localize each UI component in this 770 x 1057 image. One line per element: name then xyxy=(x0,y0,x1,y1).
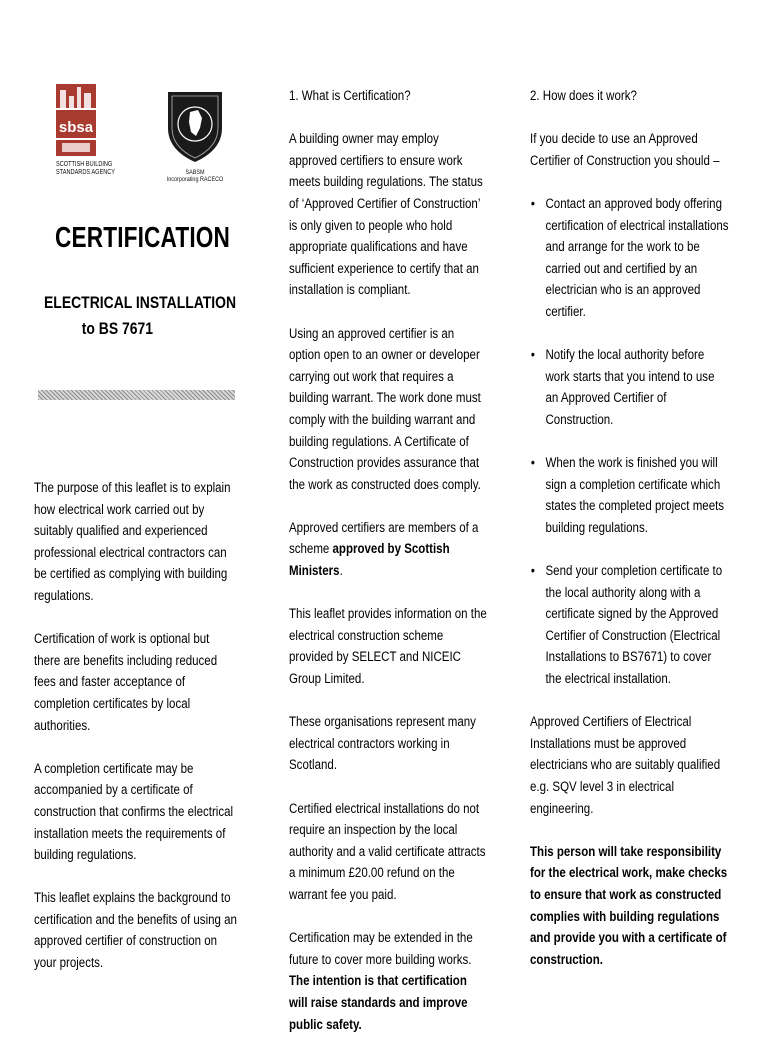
middle-paragraph-4: This leaflet provides information on the electrical construction scheme provided by SELECT and NICEIC Group Limited. xyxy=(289,606,487,687)
right-bold-text: This person will take responsibility for the electrical work, make checks to ensure that work as constructed complies with building regulations and provide you with a certificate of construction. xyxy=(530,843,728,967)
middle-p3-start: Approved certifiers are members of a scheme xyxy=(289,519,479,557)
page-title: CERTIFICATION xyxy=(55,222,231,254)
middle-paragraph-5: These organisations represent many electrical contractors working in Scotland. xyxy=(289,714,476,773)
middle-paragraph-6: Certified electrical installations do not require an inspection by the local authority and a valid certificate attracts a minimum £20.00 refund on the warrant fee you paid. xyxy=(289,800,486,902)
list-item-text: Notify the local authority before work starts that you intend to use an Approved Certifier of Construction. xyxy=(545,347,715,427)
sbsa-line1: SCOTTISH BUILDING xyxy=(56,161,113,168)
page-subtitle xyxy=(44,290,236,342)
what-is-certification-column xyxy=(289,85,489,1057)
section-heading-2: 2. How does it work? xyxy=(530,88,637,103)
section-heading-1: 1. What is Certification? xyxy=(289,88,411,103)
list-item xyxy=(530,344,730,430)
middle-paragraph-1: A building owner may employ approved certifiers to ensure work meets building regulations. The status of ‘Approved Certifier of Construction’ is only given to people who hold appropriate qualifications and have sufficient experience to certify that an installation is compliant. xyxy=(289,131,483,298)
middle-paragraph-2: Using an approved certifier is an option open to an owner or developer carrying out work that requires a building warrant. The work done must comply with the building warrant and building regulations. A Certificate of Construction provides assurance that the work as constructed does comply. xyxy=(289,325,481,492)
bullet-icon: • xyxy=(530,347,535,363)
sabsm-logo xyxy=(160,88,230,192)
list-item-text: When the work is finished you will sign a completion certificate which states the completed project meets building regulations. xyxy=(545,455,725,535)
subtitle-line1: ELECTRICAL INSTALLATION xyxy=(44,293,237,312)
sbsa-logo-mark-icon xyxy=(56,84,96,156)
list-item xyxy=(530,452,730,538)
middle-p7-bold: The intention is that certification will raise standards and improve public safety. xyxy=(289,973,468,1032)
how-does-it-work-column xyxy=(530,85,730,992)
right-paragraph-after: Approved Certifiers of Electrical Installations must be approved electricians who are suitably qualified e.g. SQV level 3 in electrical engineering. xyxy=(530,714,721,816)
sbsa-mark-text: sbsa xyxy=(58,119,94,136)
middle-paragraph-3 xyxy=(289,517,489,582)
subtitle-line2: to BS 7671 xyxy=(81,319,154,338)
intro-column xyxy=(34,477,239,995)
sbsa-logo xyxy=(56,84,116,188)
bullet-icon: • xyxy=(530,455,535,471)
bullet-icon: • xyxy=(530,195,535,211)
bullet-icon: • xyxy=(530,563,535,579)
middle-paragraph-7 xyxy=(289,927,489,1035)
middle-p3-bold: approved by Scottish Ministers xyxy=(289,541,450,579)
steps-list xyxy=(530,193,730,690)
intro-paragraph-2: Certification of work is optional but there are benefits including reduced fees and faster acceptance of completion certificates by local authorities. xyxy=(34,631,218,733)
intro-paragraph-1: The purpose of this leaflet is to explain how electrical work carried out by suitably qualified and experienced professional electrical contractors can be certified as complying with building regulations. xyxy=(34,480,231,603)
right-intro: If you decide to use an Approved Certifier of Construction you should – xyxy=(530,131,720,168)
list-item-text: Send your completion certificate to the local authority along with a certificate signed by the Approved Certifier of Construction (Electrical Installations to BS7671) to cover the electrical installation. xyxy=(545,563,723,687)
intro-paragraph-4: This leaflet explains the background to certification and the benefits of using an approved certifier of construction on your projects. xyxy=(34,890,237,971)
sbsa-line2: STANDARDS AGENCY xyxy=(56,169,116,176)
list-item xyxy=(530,560,730,690)
middle-p3-end: . xyxy=(339,563,343,579)
sabsm-line2: Incorporating RACECO xyxy=(166,176,224,183)
middle-p7-start: Certification may be extended in the future to cover more building works. xyxy=(289,930,473,967)
right-paragraph-bold xyxy=(530,841,730,971)
sabsm-shield-icon xyxy=(160,88,230,164)
list-item-text: Contact an approved body offering certification of electrical installations and arrange for the work to be carried out and certified by an electrician who is an approved certifier. xyxy=(545,195,729,319)
hatched-divider xyxy=(38,390,235,400)
intro-paragraph-3: A completion certificate may be accompanied by a certificate of construction that confirms the electrical installation meets the requirements of building regulations. xyxy=(34,760,234,863)
sabsm-line1: SABSM xyxy=(185,169,205,176)
list-item xyxy=(530,193,730,323)
